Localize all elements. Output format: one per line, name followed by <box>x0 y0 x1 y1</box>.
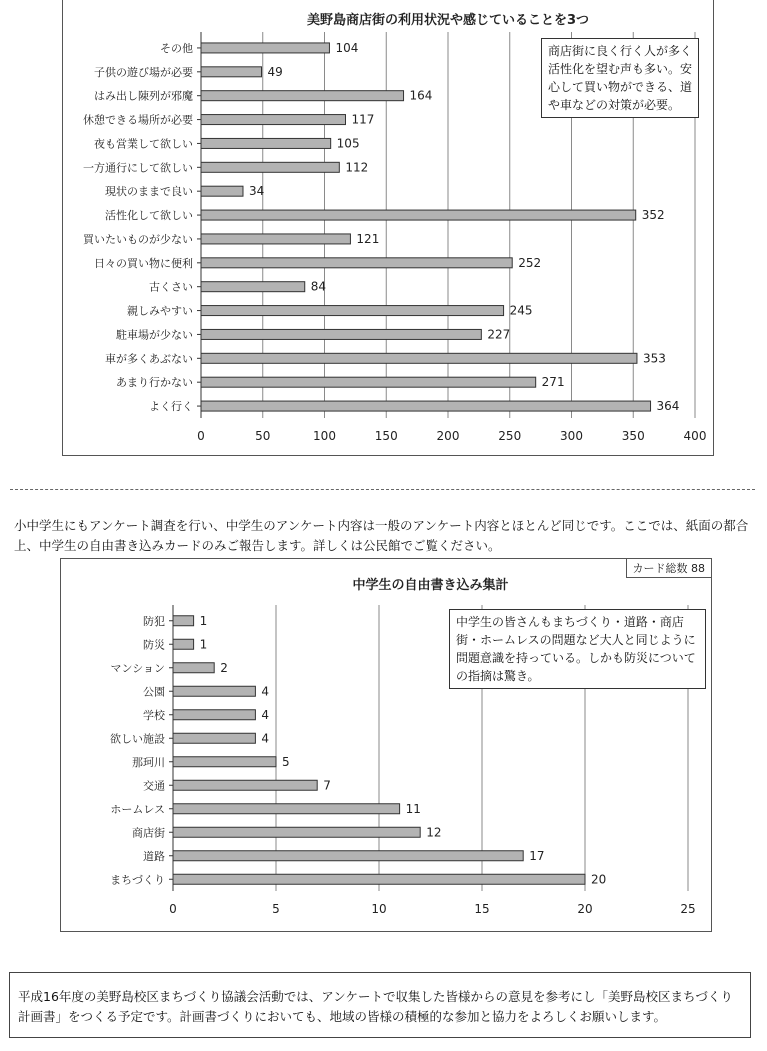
chart-students-value-label: 5 <box>282 754 290 769</box>
chart-usage-bar <box>201 377 536 387</box>
chart-usage-category-label: あまり行かない <box>116 376 193 390</box>
chart-usage-x-tick-label: 250 <box>498 429 522 443</box>
chart-students-category-label: 公園 <box>143 685 165 699</box>
chart-usage-category-label: その他 <box>160 41 193 55</box>
chart-students-value-label: 1 <box>199 637 208 652</box>
chart-usage-panel <box>62 0 714 456</box>
card-count-badge: カード総数 88 <box>626 559 712 578</box>
chart-students-value-label: 20 <box>591 872 607 887</box>
chart-students-x-tick-label: 0 <box>169 902 177 916</box>
chart-students-value-label: 4 <box>261 731 270 746</box>
chart-usage-value-label: 34 <box>248 184 265 199</box>
chart-students-title: 中学生の自由書き込み集計 <box>352 578 509 593</box>
chart-usage-bar <box>201 353 637 363</box>
chart-usage-bar <box>201 115 345 125</box>
chart-usage-value-label: 252 <box>518 255 542 270</box>
chart-usage-value-label: 105 <box>336 136 360 151</box>
chart-students-category-label: 商店街 <box>132 826 165 840</box>
chart-students-bar <box>173 663 214 673</box>
chart-usage-category-label: 子供の遊び場が必要 <box>94 65 193 79</box>
chart-students-value-label: 11 <box>405 801 421 816</box>
chart-usage-x-tick-label: 400 <box>683 429 707 443</box>
chart-usage-category-label: 活性化して欲しい <box>105 209 193 223</box>
chart-usage-category-label: 駐車場が少ない <box>116 328 193 342</box>
chart-usage-note: 商店街に良く行く人が多く活性化を望む声も多い。安心して買い物ができる、道や車などの対策が必要。 <box>541 38 699 118</box>
chart-students-category-label: 道路 <box>143 849 165 863</box>
chart-students-category-label: 防犯 <box>143 614 165 628</box>
chart-usage-bar <box>201 91 404 101</box>
chart-students-note: 中学生の皆さんもまちづくり・道路・商店街・ホームレスの問題など大人と同じように問題意識を持っている。しかも防災についての指摘は驚き。 <box>449 609 706 689</box>
chart-usage-category-label: よく行く <box>149 400 193 414</box>
section-divider <box>10 489 755 490</box>
chart-students-category-label: 学校 <box>143 708 165 722</box>
chart-students-x-tick-label: 10 <box>371 902 387 916</box>
chart-usage-bar <box>201 43 329 53</box>
chart-usage-x-tick-label: 300 <box>560 429 583 443</box>
footer-note: 平成16年度の美野島校区まちづくり協議会活動では、アンケートで収集した皆様からの意見を参考にし「美野島校区まちづくり計画書」をつくる予定です。計画書づくりにおいても、地域の皆様の積極的な参加と協力をよろしくお願いします。 <box>9 972 751 1038</box>
chart-students-bar <box>173 804 400 814</box>
chart-usage-value-label: 49 <box>267 64 283 79</box>
chart-students-bar <box>173 851 523 861</box>
chart-students-category-label: 欲しい施設 <box>110 732 165 746</box>
chart-usage-category-label: はみ出し陳列が邪魔 <box>94 89 193 103</box>
chart-students-bar <box>173 639 194 649</box>
chart-usage-x-tick-label: 200 <box>436 429 460 443</box>
chart-usage-value-label: 164 <box>409 88 433 103</box>
chart-usage-value-label: 352 <box>641 208 665 223</box>
chart-students-value-label: 7 <box>323 778 331 793</box>
chart-students-value-label: 4 <box>261 684 270 699</box>
chart-students-value-label: 1 <box>199 613 208 628</box>
chart-usage-x-tick-label: 50 <box>255 429 271 443</box>
chart-usage-category-label: 日々の買い物に便利 <box>94 256 193 270</box>
chart-usage-category-label: 一方通行にして欲しい <box>83 161 193 175</box>
chart-usage-value-label: 104 <box>335 40 359 55</box>
intro-paragraph: 小中学生にもアンケート調査を行い、中学生のアンケート内容は一般のアンケート内容とほとんど同じです。ここでは、紙面の都合上、中学生の自由書き込みカードのみご報告します。詳しくは公民館でご覧ください。 <box>14 518 749 553</box>
chart-usage-category-label: 親しみやすい <box>127 304 193 318</box>
chart-students-category-label: 那珂川 <box>132 755 165 769</box>
chart-usage-category-label: 古くさい <box>149 280 193 294</box>
chart-usage-value-label: 271 <box>541 375 565 390</box>
chart-students-value-label: 4 <box>261 707 270 722</box>
chart-usage-value-label: 112 <box>345 160 369 175</box>
chart-usage-bar <box>201 306 504 316</box>
chart-students-value-label: 17 <box>529 848 545 863</box>
chart-usage-value-label: 245 <box>509 303 533 318</box>
chart-usage-title: 美野島商店街の利用状況や感じていることを3つ <box>306 13 590 28</box>
chart-students-bar <box>173 733 255 743</box>
chart-usage-bar <box>201 138 331 148</box>
chart-usage-category-label: 現状のままで良い <box>105 185 193 199</box>
chart-usage-category-label: 休憩できる場所が必要 <box>83 113 193 127</box>
chart-usage-bar <box>201 282 305 292</box>
chart-usage-x-tick-label: 350 <box>621 429 645 443</box>
chart-students-bar <box>173 686 255 696</box>
chart-usage-bar <box>201 210 636 220</box>
chart-usage-category-label: 車が多くあぶない <box>105 352 193 366</box>
chart-usage-bar <box>201 162 339 172</box>
chart-usage-x-tick-label: 100 <box>313 429 336 443</box>
chart-usage-value-label: 84 <box>310 279 327 294</box>
chart-students-panel <box>60 558 712 932</box>
chart-usage-value-label: 227 <box>487 327 511 342</box>
chart-students-bar <box>173 874 585 884</box>
chart-usage-value-label: 353 <box>642 351 666 366</box>
chart-students-bar <box>173 616 194 626</box>
chart-students-bar <box>173 710 255 720</box>
chart-usage-category-label: 夜も営業して欲しい <box>94 137 193 151</box>
chart-students-category-label: 防災 <box>143 638 165 652</box>
chart-students-value-label: 12 <box>426 825 442 840</box>
chart-students-bar <box>173 780 317 790</box>
chart-students-category-label: マンション <box>110 661 165 675</box>
chart-usage-bar <box>201 329 481 339</box>
chart-usage-bar <box>201 67 262 77</box>
chart-students-x-tick-label: 25 <box>680 902 696 916</box>
chart-usage-value-label: 117 <box>351 112 375 127</box>
chart-usage-category-label: 買いたいものが少ない <box>83 232 193 246</box>
chart-students-x-tick-label: 15 <box>474 902 490 916</box>
chart-students-category-label: まちづくり <box>110 873 165 887</box>
chart-usage-x-tick-label: 150 <box>374 429 398 443</box>
chart-usage-value-label: 364 <box>656 399 680 414</box>
chart-usage-bar <box>201 258 512 268</box>
chart-students-value-label: 2 <box>220 660 228 675</box>
chart-usage-bar <box>201 186 243 196</box>
chart-students-category-label: 交通 <box>143 779 165 793</box>
chart-students-bar <box>173 827 420 837</box>
chart-usage-bar <box>201 234 350 244</box>
chart-usage-x-tick-label: 0 <box>197 429 205 443</box>
chart-usage-bar <box>201 401 651 411</box>
chart-students-category-label: ホームレス <box>110 802 165 816</box>
chart-students-x-tick-label: 20 <box>577 902 593 916</box>
chart-usage-value-label: 121 <box>356 231 380 246</box>
chart-students-x-tick-label: 5 <box>272 902 280 916</box>
chart-students-bar <box>173 757 276 767</box>
